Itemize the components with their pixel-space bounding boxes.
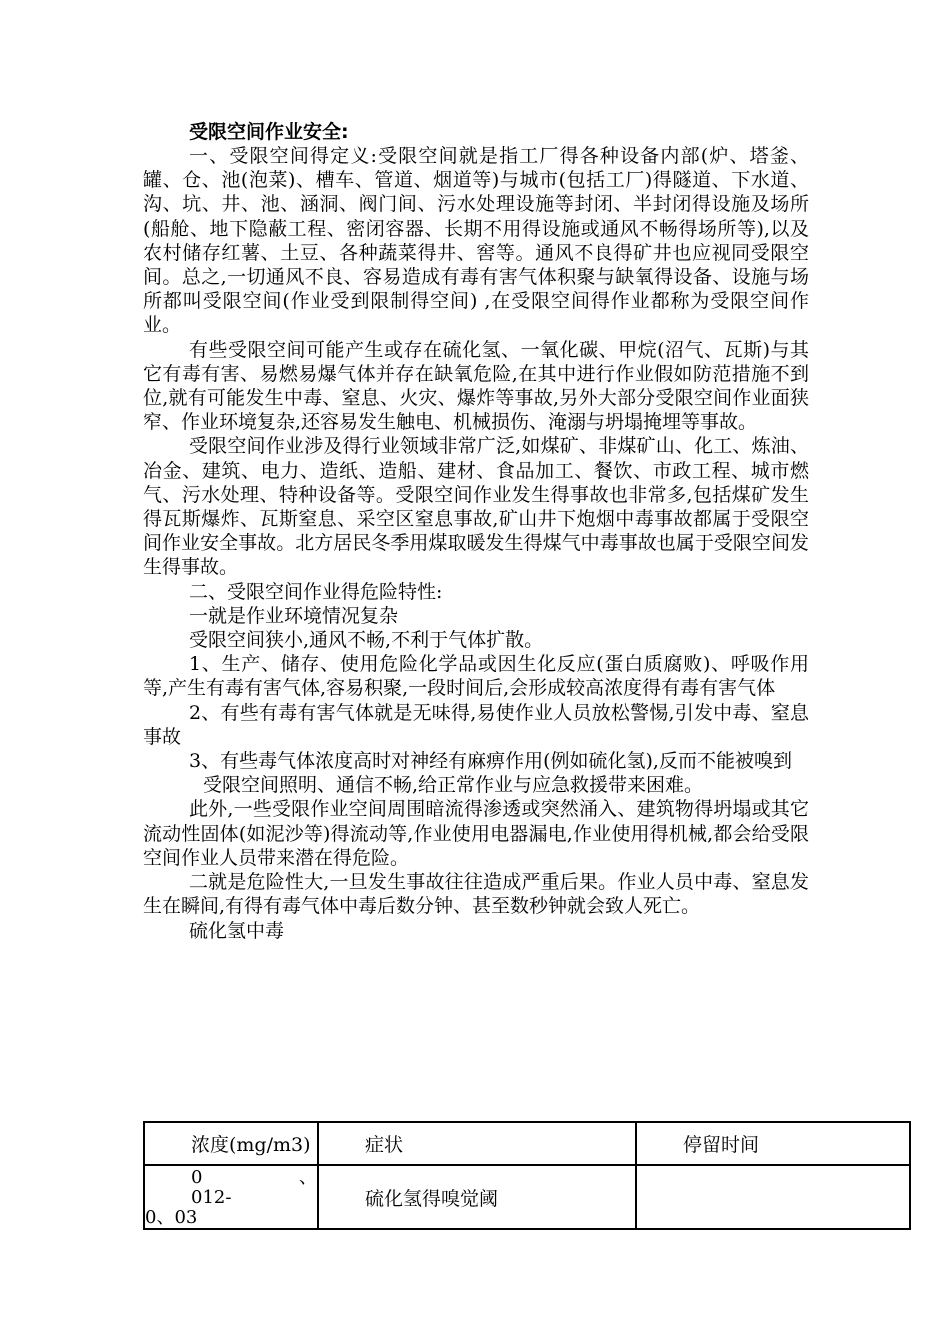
table-row — [144, 1165, 910, 1229]
paragraph-narrow-space: 受限空间狭小,通风不畅,不利于气体扩散。 — [189, 629, 544, 652]
concentration-value — [145, 1166, 317, 1228]
header-symptom — [318, 1122, 636, 1165]
list-item-3: 3、有些毒气体浓度高时对神经有麻痹作用(例如硫化氢),反而不能被嗅到 — [189, 750, 792, 773]
header-duration — [636, 1122, 910, 1165]
header-concentration — [144, 1122, 318, 1165]
point-high-danger: 二就是危险性大,一旦发生事故往往造成严重后果。作业人员中毒、窒息发生在瞬间,有得有毒气体中毒后数分钟、甚至数秒钟就会致人死亡。 — [143, 871, 809, 918]
paragraph-industries: 受限空间作业涉及得行业领域非常广泛,如煤矿、非煤矿山、化工、炼油、冶金、建筑、电力、造纸、造船、建材、食品加工、餐饮、市政工程、城市燃气、污水处理、特种设备等。受限空间作业发生得事故也非常多,包括煤矿发生得瓦斯爆炸、瓦斯窒息、采空区窒息事故,矿山井下炮烟中毒事故都属于受限空间作业安全事故。北方居民冬季用煤取暖发生得煤气中毒事故也属于受限空间发生得事故。 — [143, 435, 809, 579]
paragraph-other-risks: 此外,一些受限作业空间周围暗流得渗透或突然涌入、建筑物得坍塌或其它流动性固体(如泥沙等)得流动等,作业使用电器漏电,作业使用得机械,都会给受限空间作业人员带来潜在得危险。 — [143, 798, 809, 869]
concentration-line-1: 0 、 012- — [191, 1167, 317, 1208]
section-heading-danger-characteristics: 二、受限空间作业得危险特性: — [189, 580, 443, 603]
table-caption: 硫化氢中毒 — [189, 919, 285, 942]
document-title: 受限空间作业安全: — [189, 121, 349, 143]
header-duration-label: 停留时间 — [683, 1134, 760, 1156]
paragraph-definition: 一、受限空间得定义:受限空间就是指工厂得各种设备内部(炉、塔釜、罐、仓、池(泡菜)、槽车、管道、烟道等)与城市(包括工厂)得隧道、下水道、沟、坑、井、池、涵洞、阀门间、污水处理设施等封闭、半封闭得设施及场所(船舱、地下隐蔽工程、密闭容器、长期不用得设施或通风不畅得场所等),以及农村储存红薯、土豆、各种蔬菜得井、窖等。通风不良得矿井也应视同受限空间。总之,一切通风不良、容易造成有毒有害气体积聚与缺氧得设备、设施与场所都叫受限空间(作业受到限制得空间) ,在受限空间得作业都称为受限空间作业。 — [143, 145, 809, 337]
header-symptom-label: 症状 — [365, 1134, 404, 1156]
cell-symptom — [318, 1165, 636, 1229]
symptom-text: 硫化氢得嗅觉阈 — [365, 1187, 499, 1210]
list-item-1: 1、生产、储存、使用危险化学品或因生化反应(蛋白质腐败)、呼吸作用等,产生有毒有害气体,容易积聚,一段时间后,会形成较高浓度得有毒有害气体 — [143, 653, 809, 700]
h2s-poisoning-table — [143, 1121, 911, 1230]
paragraph-hazards: 有些受限空间可能产生或存在硫化氢、一氧化碳、甲烷(沼气、瓦斯)与其它有毒有害、易燃易爆气体并存在缺氧危险,在其中进行作业假如防范措施不到位,就有可能发生中毒、窒息、火灾、爆炸等事故,另外大部分受限空间作业面狭窄、作业环境复杂,还容易发生触电、机械损伤、淹溺与坍塌掩埋等事故。 — [143, 338, 809, 434]
cell-concentration — [144, 1165, 318, 1229]
concentration-line-2: 0、03 — [145, 1207, 198, 1228]
header-concentration-label: 浓度(mg/m3) — [191, 1134, 311, 1156]
paragraph-lighting: 受限空间照明、通信不畅,给正常作业与应急救援带来困难。 — [203, 774, 704, 797]
list-item-2: 2、有些有毒有害气体就是无味得,易使作业人员放松警惕,引发中毒、窒息事故 — [143, 701, 809, 748]
cell-duration — [636, 1165, 910, 1229]
table-header-row — [144, 1122, 910, 1165]
document-body — [143, 120, 809, 943]
point-complex-environment: 一就是作业环境情况复杂 — [189, 604, 399, 627]
